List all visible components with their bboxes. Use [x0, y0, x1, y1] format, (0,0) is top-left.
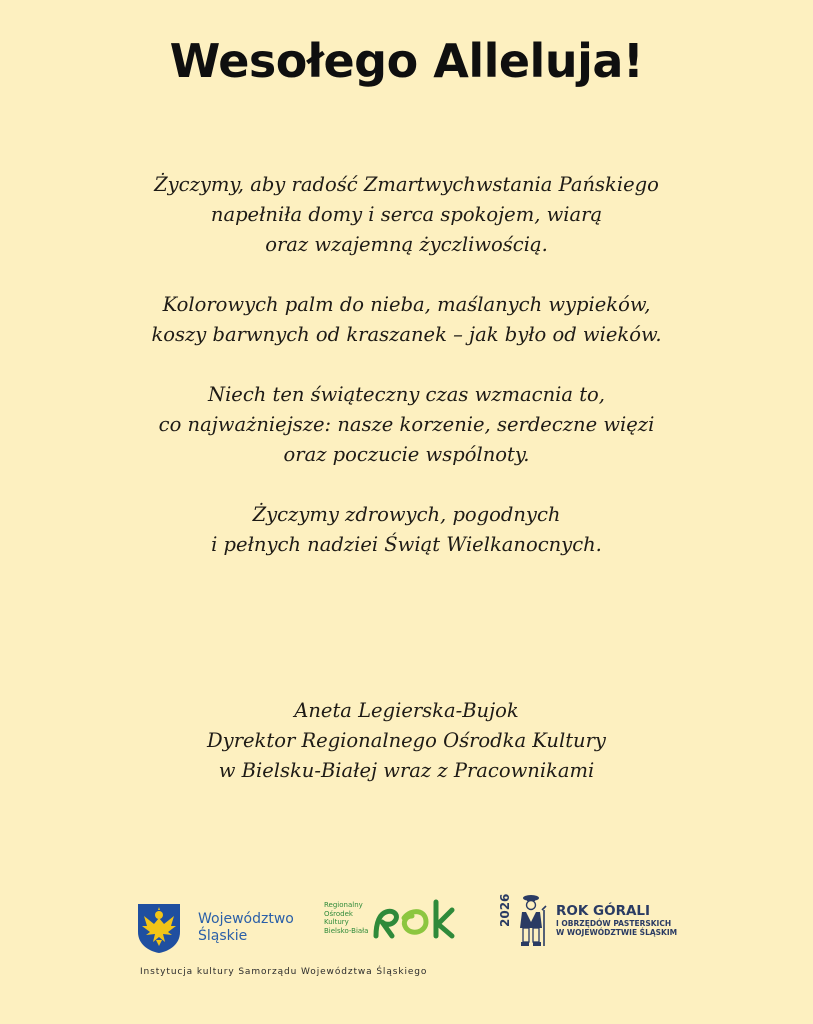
rok-bielsko-logo	[324, 896, 458, 940]
wish-paragraph-4	[0, 500, 813, 560]
wish-line: oraz poczucie wspólnoty.	[283, 443, 530, 466]
logo-bar	[0, 892, 813, 952]
silesia-logo	[136, 902, 294, 954]
signature-role: w Bielsku-Białej wraz z Pracownikami	[218, 759, 595, 782]
wish-line: Kolorowych palm do nieba, maślanych wypieków,	[162, 293, 651, 316]
silesia-line: Śląskie	[198, 928, 248, 944]
rok-line: Ośrodek	[324, 909, 353, 918]
gorali-label	[556, 904, 677, 937]
eagle-coat-of-arms-icon	[136, 902, 182, 954]
wish-paragraph-2	[0, 290, 813, 350]
wish-paragraph-1	[0, 170, 813, 260]
wishes-text	[0, 170, 813, 590]
signature-role: Dyrektor Regionalnego Ośrodka Kultury	[207, 729, 606, 752]
signature	[0, 696, 813, 786]
rok-label	[324, 901, 368, 935]
footer-note: Instytucja kultury Samorządu Województwa Śląskiego	[140, 967, 428, 977]
wish-line: koszy barwnych od kraszanek – jak było od wieków.	[151, 323, 662, 346]
wish-line: i pełnych nadziei Świąt Wielkanocnych.	[211, 533, 602, 556]
wish-line: Niech ten świąteczny czas wzmacnia to,	[208, 383, 605, 406]
highlander-figure-icon	[514, 892, 548, 948]
rok-wordmark-icon	[370, 896, 458, 940]
wish-line: co najważniejsze: nasze korzenie, serdeczne więzi	[158, 413, 655, 436]
rok-line: Regionalny	[324, 901, 363, 909]
signature-name: Aneta Legierska-Bujok	[294, 699, 519, 722]
page-title: Wesołego Alleluja!	[169, 34, 644, 88]
wish-paragraph-3	[0, 380, 813, 470]
wish-line: Życzymy, aby radość Zmartwychwstania Pańskiego	[154, 173, 659, 196]
gorali-line: ROK GÓRALI	[556, 902, 651, 919]
gorali-line: I OBRZĘDÓW PASTERSKICH	[556, 918, 672, 928]
silesia-line: Województwo	[198, 911, 294, 927]
gorali-year: 2026	[498, 893, 512, 927]
rok-line: Kultury	[324, 918, 349, 926]
rok-gorali-logo	[498, 892, 677, 948]
silesia-label	[198, 911, 294, 945]
wish-line: napełniła domy i serca spokojem, wiarą	[210, 203, 603, 226]
rok-line: Bielsko-Biała	[324, 926, 369, 935]
wish-line: Życzymy zdrowych, pogodnych	[252, 503, 561, 526]
wish-line: oraz wzajemną życzliwością.	[265, 233, 548, 256]
gorali-line: W WOJEWÓDZTWIE ŚLĄSKIM	[556, 927, 678, 937]
